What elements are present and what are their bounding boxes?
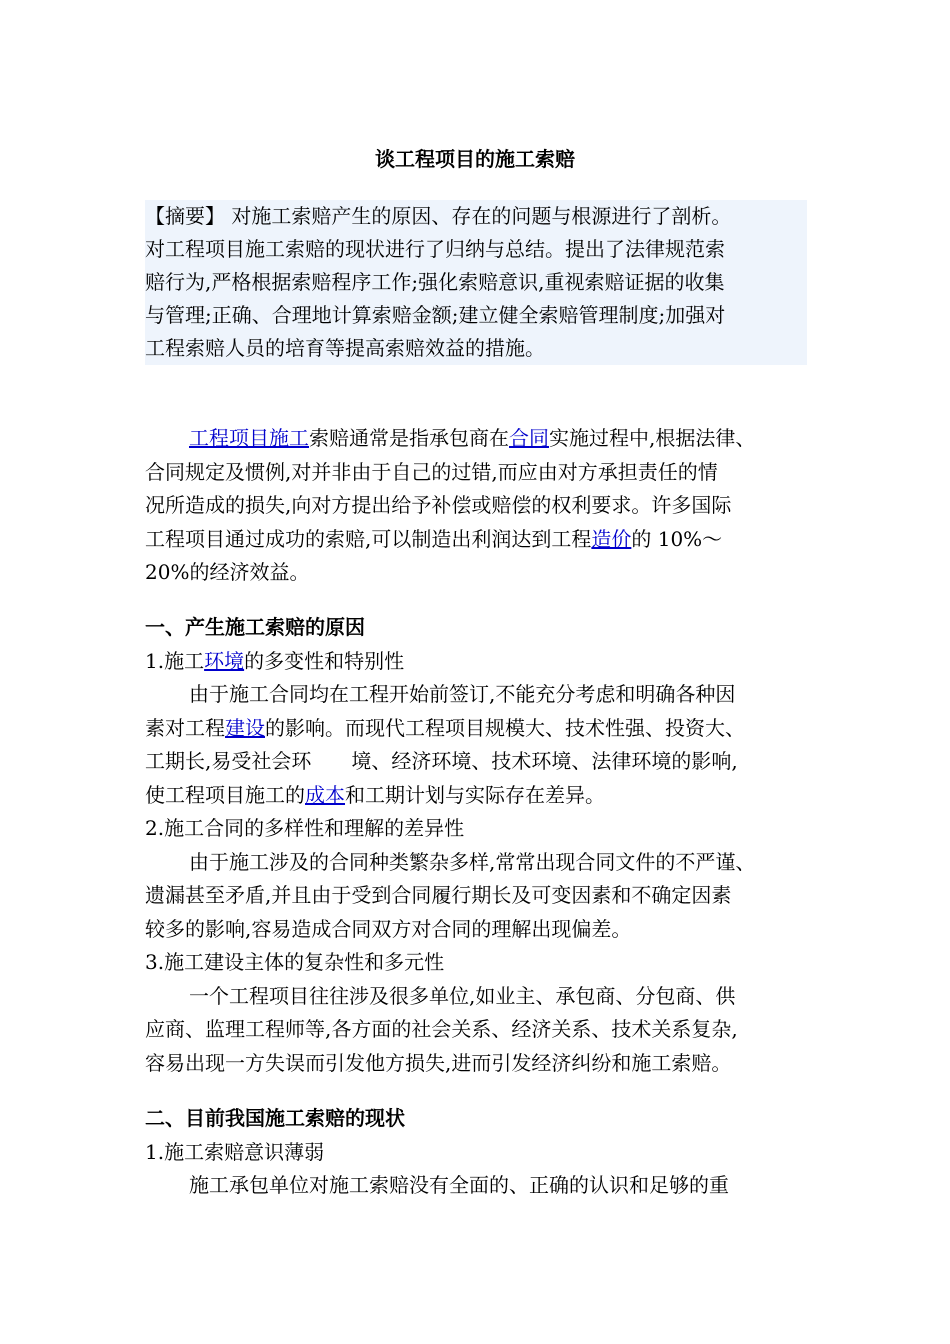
abstract-text-1: 对施工索赔产生的原因、存在的问题与根源进行了剖析。 (225, 204, 732, 228)
abstract-line-2: 对工程项目施工索赔的现状进行了归纳与总结。提出了法律规范索 (145, 237, 725, 261)
link-environment[interactable]: 环境 (204, 648, 245, 673)
paragraph-text: 使工程项目施工的 (145, 782, 305, 807)
s1-p2-line-1: 由于施工涉及的合同种类繁杂多样,常常出现合同文件的不严谨、 (189, 849, 756, 874)
s1-p2-line-2: 遗漏甚至矛盾,并且由于受到合同履行期长及可变因素和不确定因素 (145, 883, 732, 907)
link-contract[interactable]: 合同 (509, 426, 549, 450)
section-1 (145, 611, 825, 1080)
s1-p3-line-1: 一个工程项目往往涉及很多单位,如业主、承包商、分包商、供 (189, 983, 736, 1008)
s1-p1-line-3: 工期长,易受社会环 境、经济环境、技术环境、法律环境的影响, (145, 749, 738, 773)
intro-line-1 (145, 422, 825, 456)
section-2 (145, 1102, 825, 1203)
paragraph-text: 素对工程 (145, 715, 225, 740)
intro-text: 的 10%～ (631, 526, 723, 551)
link-construction[interactable]: 建设 (225, 715, 265, 740)
abstract-line-4: 与管理;正确、合理地计算索赔金额;建立健全索赔管理制度;加强对 (145, 303, 726, 327)
section-1-sub-1 (145, 645, 825, 679)
s1-p3-line-3: 容易出现一方失误而引发他方损失,进而引发经济纠纷和施工索赔。 (145, 1050, 732, 1075)
s1-p1-line-2 (145, 712, 825, 746)
section-2-sub-1: 1.施工索赔意识薄弱 (145, 1139, 325, 1164)
s2-p1-line-1: 施工承包单位对施工索赔没有全面的、正确的认识和足够的重 (189, 1173, 729, 1197)
abstract-line-1 (145, 200, 807, 233)
s1-p3-line-2: 应商、监理工程师等,各方面的社会关系、经济关系、技术关系复杂, (145, 1017, 738, 1041)
intro-text: 工程项目通过成功的索赔,可以制造出利润达到工程 (145, 526, 592, 551)
section-1-heading: 一、产生施工索赔的原因 (145, 615, 365, 639)
abstract-line-3: 赔行为,严格根据索赔程序工作;强化索赔意识,重视索赔证据的收集 (145, 270, 725, 294)
section-2-heading: 二、目前我国施工索赔的现状 (145, 1106, 405, 1130)
link-project-construction[interactable]: 工程项目施工 (189, 426, 309, 450)
page-title: 谈工程项目的施工索赔 (375, 147, 575, 171)
link-cost-2[interactable]: 成本 (305, 782, 345, 807)
section-1-sub-2: 2.施工合同的多样性和理解的差异性 (145, 816, 465, 840)
intro-text: 实施过程中,根据法律、 (549, 426, 756, 450)
intro-line-2: 合同规定及惯例,对并非由于自己的过错,而应由对方承担责任的情 (145, 459, 718, 484)
paragraph-text: 的影响。而现代工程项目规模大、技术性强、投资大、 (265, 715, 745, 740)
intro-text: 索赔通常是指承包商在 (309, 426, 509, 450)
paragraph-text: 和工期计划与实际存在差异。 (345, 782, 605, 807)
section-1-sub-3: 3.施工建设主体的复杂性和多元性 (145, 950, 445, 974)
s1-p1-line-1: 由于施工合同均在工程开始前签订,不能充分考虑和明确各种因 (189, 682, 736, 706)
subheading-text: 的多变性和特别性 (244, 648, 405, 673)
abstract-label: 【摘要】 (145, 204, 225, 228)
intro-line-4 (145, 523, 825, 557)
link-cost[interactable]: 造价 (591, 526, 632, 551)
intro-line-5: 20%的经济效益。 (145, 560, 310, 584)
subheading-text: 1.施工 (145, 648, 205, 673)
abstract-line-5: 工程索赔人员的培育等提高索赔效益的措施。 (145, 336, 545, 360)
intro-line-3: 况所造成的损失,向对方提出给予补偿或赔偿的权利要求。许多国际 (145, 493, 732, 517)
intro-paragraph (145, 422, 825, 590)
s1-p2-line-3: 较多的影响,容易造成合同双方对合同的理解出现偏差。 (145, 916, 632, 941)
abstract-box (145, 200, 807, 365)
s1-p1-line-4 (145, 779, 825, 813)
